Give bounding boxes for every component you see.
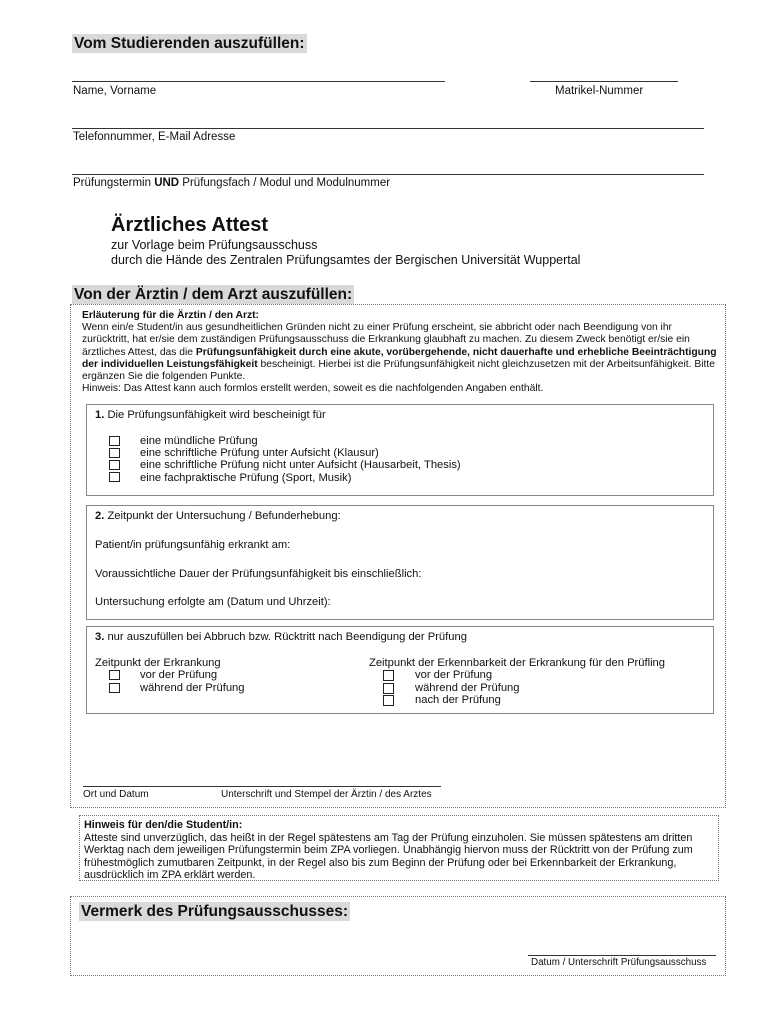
examination-date-label: Untersuchung erfolgte am (Datum und Uhrzeit): — [95, 596, 331, 608]
recognized-after-exam-checkbox[interactable] — [383, 695, 394, 706]
sick-since-label: Patient/in prüfungsunfähig erkrankt am: — [95, 539, 291, 551]
recognized-after-exam-label: nach der Prüfung — [415, 694, 501, 706]
place-date-label: Ort und Datum — [83, 789, 149, 800]
doctor-section-heading: Von der Ärztin / dem Arzt auszufüllen: — [74, 286, 353, 303]
expected-duration-label: Voraussichtliche Dauer der Prüfungsunfähigkeit bis einschließlich: — [95, 568, 422, 580]
committee-signature-label: Datum / Unterschrift Prüfungsausschuss — [531, 957, 707, 968]
committee-heading: Vermerk des Prüfungsausschusses: — [81, 903, 349, 920]
student-section-heading: Vom Studierenden auszufüllen: — [74, 35, 305, 52]
committee-signature-line[interactable] — [528, 955, 716, 956]
section-1-label: 1. Die Prüfungsunfähigkeit wird bescheinigt für — [95, 409, 326, 421]
recognized-during-exam-label: während der Prüfung — [415, 682, 520, 694]
explanation-title: Erläuterung für die Ärztin / den Arzt: — [82, 310, 259, 321]
section-3-label: 3. nur auszufüllen bei Abbruch bzw. Rücktritt nach Beendigung der Prüfung — [95, 631, 467, 643]
doctor-signature-line[interactable] — [83, 786, 441, 787]
attest-title: Ärztliches Attest — [111, 214, 269, 236]
exam-label: Prüfungstermin UND Prüfungsfach / Modul und Modulnummer — [73, 177, 391, 189]
phone-label: Telefonnummer, E-Mail Adresse — [73, 131, 236, 143]
attest-subtitle-1: zur Vorlage beim Prüfungsausschuss — [111, 238, 318, 252]
name-field-line[interactable] — [72, 81, 445, 82]
phone-field-line[interactable] — [72, 128, 704, 129]
attest-subtitle-2: durch die Hände des Zentralen Prüfungsamtes der Bergischen Universität Wuppertal — [111, 253, 581, 267]
student-hint-text: Atteste sind unverzüglich, das heißt in der Regel spätestens am Tag der Prüfung einzuholen. Sie müssen spätestens am dritten Werktag nach dem jeweiligen Prüfungstermin beim ZPA vorliegen. Unabhängig hiervon muss der Rücktritt von der Prüfung zum frühestmöglich zumutbaren Zeitpunkt, in der Regel also bis zum Beginn der Prüfung oder bei Erkennbarkeit der Erkrankung, ausdrücklich im ZPA erklärt werden. — [84, 831, 693, 882]
explanation-hint: Hinweis: Das Attest kann auch formlos erstellt werden, soweit es die nachfolgenden Angaben enthält. — [82, 383, 544, 395]
practical-exam-label: eine fachpraktische Prüfung (Sport, Musik) — [140, 472, 352, 484]
written-unsupervised-checkbox[interactable] — [109, 460, 120, 470]
exam-field-line[interactable] — [72, 174, 704, 175]
oral-exam-label: eine mündliche Prüfung — [140, 435, 258, 447]
matrikel-label: Matrikel-Nummer — [555, 85, 644, 97]
illness-during-exam-label: während der Prüfung — [140, 682, 245, 694]
written-supervised-label: eine schriftliche Prüfung unter Aufsicht (Klausur) — [140, 447, 379, 459]
doctor-explanation — [82, 310, 718, 395]
illness-during-exam-checkbox[interactable] — [109, 683, 120, 693]
written-supervised-checkbox[interactable] — [109, 448, 120, 458]
illness-before-exam-checkbox[interactable] — [109, 670, 120, 680]
student-hint — [84, 819, 714, 882]
explanation-text: Wenn ein/e Student/in aus gesundheitlichen Gründen nicht zu einer Prüfung erscheint, sie abbricht oder nach Beendigung von ihr zurücktritt, hat er/sie dem zuständigen Prüfungsausschuss die Erkrankung glaubhaft zu machen. Zu diesem Zweck benötigt er/sie ein ärztliches Attest, das die Prüfungsunfähigkeit durch eine akute, vorübergehende, nicht dauerhafte und erhebliche Beeinträchtigung der individuellen Leistungsfähigkeit bescheinigt. Hierbei ist die Prüfungsunfähigkeit nicht gleichzusetzen mit der Arbeitsunfähigkeit. Bitte ergänzen Sie die folgenden Punkte. — [82, 322, 717, 383]
doctor-signature-label: Unterschrift und Stempel der Ärztin / des Arztes — [221, 789, 432, 800]
recognized-during-exam-checkbox[interactable] — [383, 683, 394, 694]
recognized-before-exam-label: vor der Prüfung — [415, 669, 493, 681]
practical-exam-checkbox[interactable] — [109, 472, 120, 482]
written-unsupervised-label: eine schriftliche Prüfung nicht unter Aufsicht (Hausarbeit, Thesis) — [140, 459, 461, 471]
oral-exam-checkbox[interactable] — [109, 436, 120, 446]
recognition-time-title: Zeitpunkt der Erkennbarkeit der Erkrankung für den Prüfling — [369, 657, 666, 669]
name-label: Name, Vorname — [73, 85, 157, 97]
section-2-label: 2. Zeitpunkt der Untersuchung / Befunderhebung: — [95, 510, 341, 522]
matrikel-field-line[interactable] — [530, 81, 678, 82]
student-hint-title: Hinweis für den/die Student/in: — [84, 819, 243, 831]
recognized-before-exam-checkbox[interactable] — [383, 670, 394, 681]
illness-time-title: Zeitpunkt der Erkrankung — [95, 657, 221, 669]
illness-before-exam-label: vor der Prüfung — [140, 669, 218, 681]
